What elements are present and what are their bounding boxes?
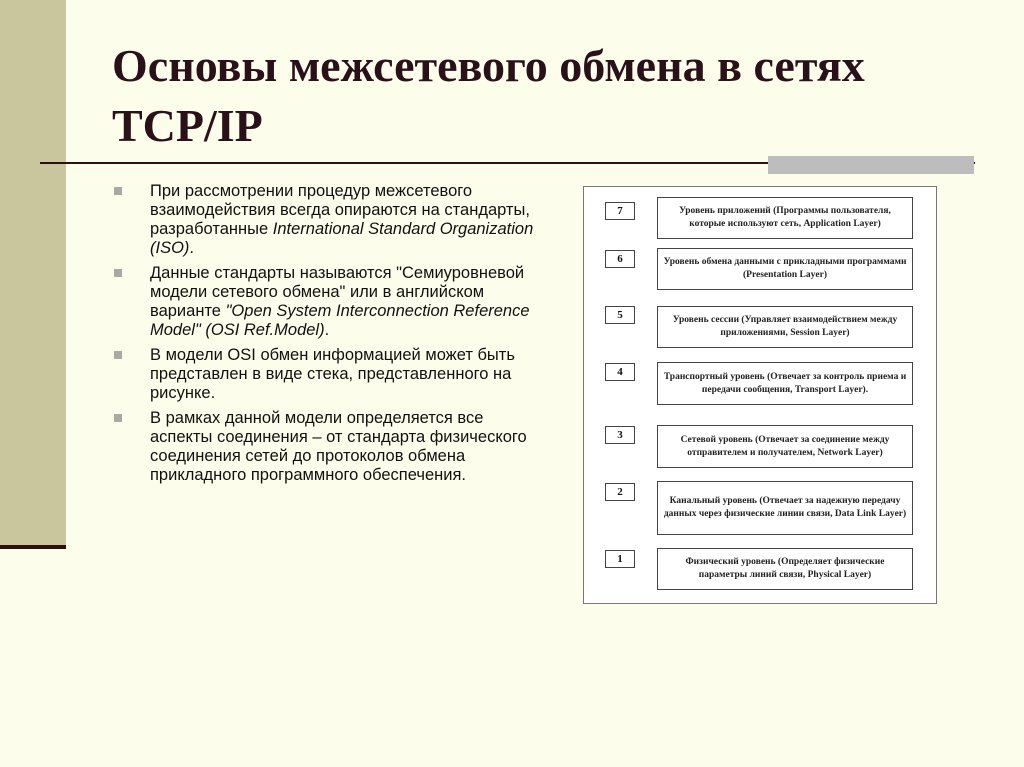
bullet-item: [112, 409, 542, 485]
bullet-tail: .: [189, 239, 195, 257]
layer-number: 4: [605, 363, 635, 381]
left-decor-bar-foot: [0, 545, 66, 549]
layer-description: Уровень обмена данными с прикладными программами (Presentation Layer): [657, 248, 913, 290]
bullet-square-icon: [114, 187, 122, 195]
bullet-square-icon: [114, 351, 122, 359]
layer-number: 3: [605, 426, 635, 444]
layer-description: Сетевой уровень (Отвечает за соединение между отправителем и получателем, Network Layer): [657, 425, 913, 468]
bullet-item: [112, 182, 542, 258]
bullet-italic-text: "Open System Interconnection Reference Model" (OSI Ref.Model): [150, 302, 530, 339]
layer-number: 1: [605, 550, 635, 568]
slide-title: Основы межсетевого обмена в сетях TCP/IP: [112, 40, 865, 151]
bullet-text: При рассмотрении процедур межсетевого взаимодействия всегда опираются на стандарты, разработанные: [150, 182, 530, 238]
osi-layer-row: [584, 481, 936, 525]
bullet-text: В рамках данной модели определяется все аспекты соединения – от стандарта физического соединения сетей до протоколов обмена прикладного программного обеспечения.: [150, 409, 527, 484]
layer-description: Канальный уровень (Отвечает за надежную передачу данных через физические линии связи, Data Link Layer): [657, 481, 913, 535]
layer-description: Физический уровень (Определяет физические параметры линий связи, Physical Layer): [657, 548, 913, 590]
bullet-text: Данные стандарты называются "Семиуровневой модели сетевого обмена" или в английском варианте: [150, 264, 525, 320]
osi-layer-row: [584, 362, 936, 406]
layer-description: Уровень сессии (Управляет взаимодействием между приложениями, Session Layer): [657, 306, 913, 348]
bullet-italic-text: International Standard Organization (ISO): [150, 220, 534, 257]
bullet-tail: .: [324, 321, 330, 339]
bullet-list: [112, 182, 542, 491]
bullet-square-icon: [114, 269, 122, 277]
layer-number: 2: [605, 483, 635, 501]
osi-layer-row: [584, 197, 936, 241]
left-decor-bar: [0, 0, 66, 545]
osi-layer-row: [584, 306, 936, 350]
osi-layer-row: [584, 425, 936, 469]
bullet-square-icon: [114, 414, 122, 422]
layer-number: 6: [605, 250, 635, 268]
bullet-item: [112, 264, 542, 340]
layer-number: 5: [605, 306, 635, 324]
layer-number: 7: [605, 202, 635, 220]
layer-description: Транспортный уровень (Отвечает за контроль приема и передачи сообщения, Transport Layer).: [657, 362, 913, 405]
bullet-item: [112, 346, 542, 403]
osi-layer-row: [584, 548, 936, 592]
osi-model-figure: [583, 186, 937, 604]
title-accent-bar: [768, 156, 974, 174]
osi-layer-row: [584, 248, 936, 292]
bullet-text: В модели OSI обмен информацией может быть представлен в виде стека, представленного на рисунке.: [150, 346, 515, 402]
layer-description: Уровень приложений (Программы пользователя, которые используют сеть, Application Layer): [657, 197, 913, 239]
